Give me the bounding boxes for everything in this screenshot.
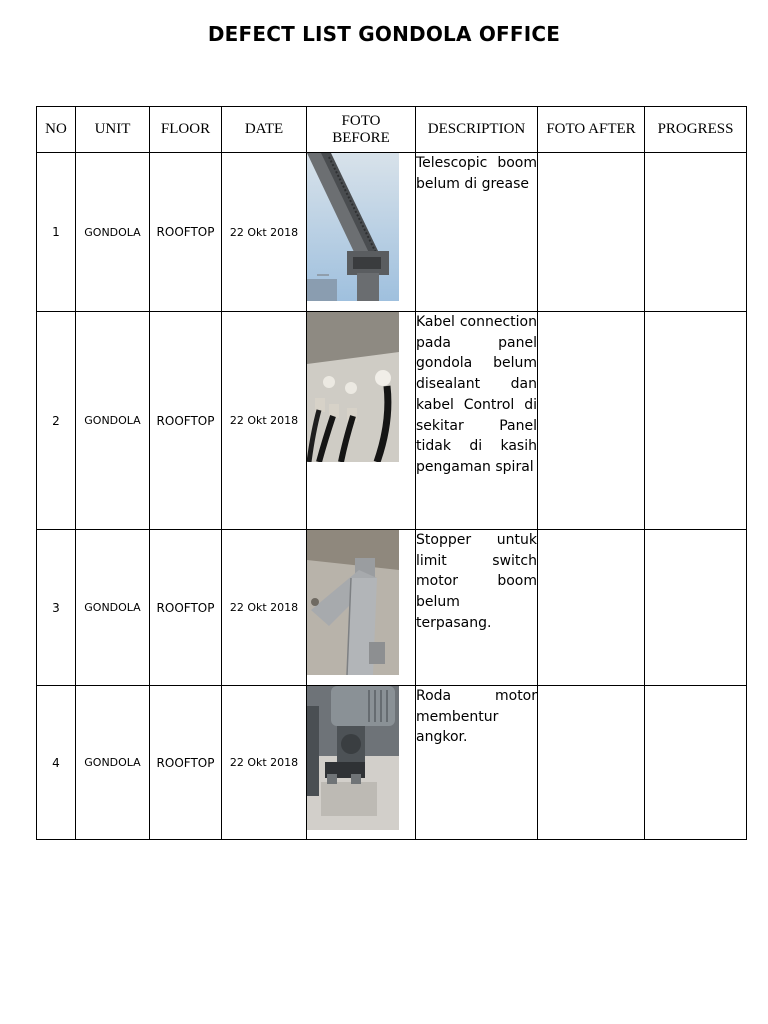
header-progress: PROGRESS [645, 107, 747, 153]
header-foto-before [307, 107, 416, 153]
header-description: DESCRIPTION [416, 107, 538, 153]
header-foto-before-line2: BEFORE [332, 129, 390, 146]
header-foto-after: FOTO AFTER [538, 107, 645, 153]
row-floor: ROOFTOP [150, 312, 222, 530]
row-date: 22 Okt 2018 [222, 530, 307, 686]
header-no: NO [37, 107, 76, 153]
document-title: DEFECT LIST GONDOLA OFFICE [207, 22, 561, 46]
row-floor: ROOFTOP [150, 153, 222, 312]
table-header-row [37, 107, 747, 153]
row-description-text: Kabel connection pada panel gondola belum disealant dan kabel Control di sekitar Panel tidak di kasih pengaman spiral [416, 314, 537, 475]
table-row [37, 153, 747, 312]
row-unit: GONDOLA [76, 153, 150, 312]
row-number: 4 [37, 686, 76, 840]
header-foto-before-line1: FOTO [341, 112, 381, 129]
row-foto-after [538, 686, 645, 840]
table-row [37, 312, 747, 530]
row-floor: ROOFTOP [150, 686, 222, 840]
row-progress [645, 686, 747, 840]
row-foto-after [538, 312, 645, 530]
row-number: 3 [37, 530, 76, 686]
telescopic-boom-photo [307, 153, 399, 301]
row-unit: GONDOLA [76, 686, 150, 840]
limit-switch-stopper-photo [307, 530, 399, 675]
row-description [416, 153, 538, 312]
panel-cable-photo [307, 312, 399, 462]
row-date: 22 Okt 2018 [222, 312, 307, 530]
table-row [37, 530, 747, 686]
row-foto-before [307, 530, 416, 686]
roda-motor-photo [307, 686, 399, 830]
row-floor: ROOFTOP [150, 530, 222, 686]
row-date: 22 Okt 2018 [222, 153, 307, 312]
table-row [37, 686, 747, 840]
row-number: 1 [37, 153, 76, 312]
row-foto-before [307, 153, 416, 312]
row-description-text: Telescopic boom belum di grease [416, 155, 537, 192]
row-unit: GONDOLA [76, 312, 150, 530]
row-description [416, 530, 538, 686]
row-foto-after [538, 530, 645, 686]
header-date: DATE [222, 107, 307, 153]
row-unit: GONDOLA [76, 530, 150, 686]
row-description-text: Roda motor membentur angkor. [416, 688, 537, 746]
row-progress [645, 153, 747, 312]
row-foto-before [307, 312, 416, 530]
row-description [416, 312, 538, 530]
header-unit: UNIT [76, 107, 150, 153]
row-foto-before [307, 686, 416, 840]
row-date: 22 Okt 2018 [222, 686, 307, 840]
row-number: 2 [37, 312, 76, 530]
defect-table [36, 106, 747, 840]
row-foto-after [538, 153, 645, 312]
row-description-text: Stopper untuk limit switch motor boom belum terpasang. [416, 532, 537, 631]
row-description [416, 686, 538, 840]
row-progress [645, 312, 747, 530]
row-progress [645, 530, 747, 686]
header-floor: FLOOR [150, 107, 222, 153]
